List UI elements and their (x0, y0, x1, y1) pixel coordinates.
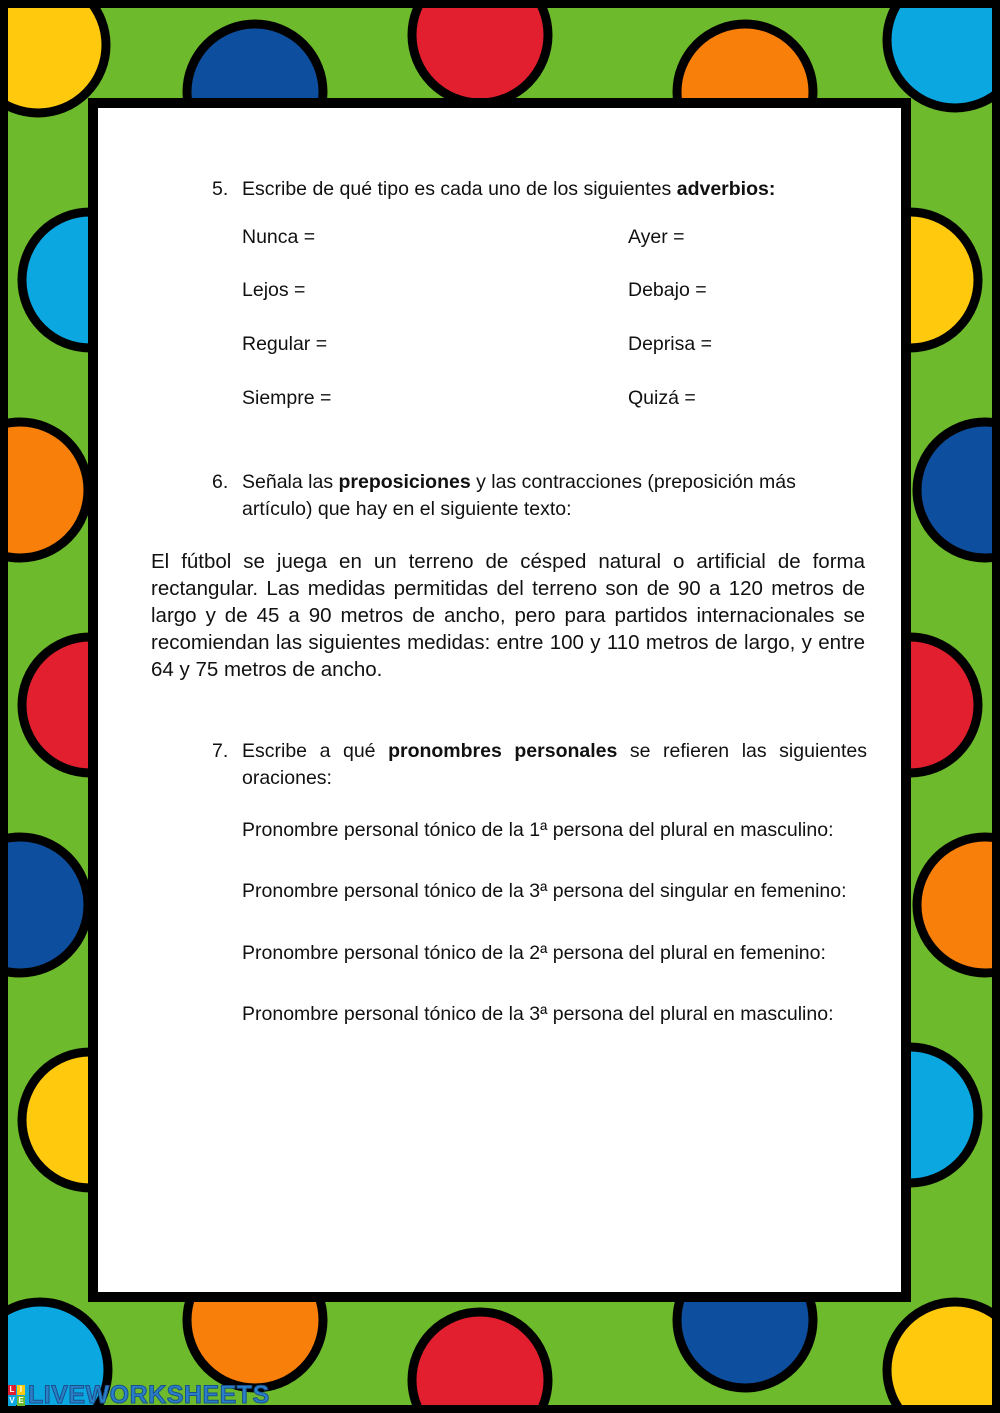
blue-dot (917, 422, 1000, 558)
adverb-item: Ayer = (628, 226, 685, 248)
adverb-item: Quizá = (628, 387, 696, 409)
liveworksheets-watermark (8, 1381, 270, 1409)
adverb-item: Debajo = (628, 279, 707, 301)
adverb-item: Lejos = (242, 279, 306, 301)
yellow-dot (0, 0, 106, 113)
worksheet-page (88, 98, 911, 1302)
question-number: 7. (212, 740, 229, 762)
question-5 (212, 176, 882, 203)
adverb-item: Siempre = (242, 387, 332, 409)
adverb-item: Deprisa = (628, 333, 712, 355)
question-number: 6. (212, 471, 229, 493)
logo-letter: I (17, 1385, 25, 1395)
yellow-dot (887, 1302, 1000, 1413)
question-text: Escribe de qué tipo es cada uno de los siguientes (242, 178, 677, 200)
pronoun-prompt: Pronombre personal tónico de la 2ª persona del plural en femenino: (242, 942, 826, 964)
pronoun-prompt: Pronombre personal tónico de la 3ª persona del plural en masculino: (242, 1003, 834, 1025)
adverb-item: Nunca = (242, 226, 316, 248)
pronoun-prompt: Pronombre personal tónico de la 3ª persona del singular en femenino: (242, 880, 847, 902)
question-text-end: se refieren las siguientes oraciones: (242, 740, 867, 789)
pronoun-prompt: Pronombre personal tónico de la 1ª persona del plural en masculino: (242, 819, 834, 841)
cyan-dot (887, 0, 1000, 108)
question-keyword: adverbios: (676, 178, 776, 200)
blue-dot (0, 837, 88, 973)
question-6 (212, 469, 867, 523)
orange-dot (917, 837, 1000, 973)
logo-letter: V (9, 1395, 15, 1405)
question-keyword: preposiciones (338, 471, 471, 493)
reading-passage: El fútbol se juega en un terreno de césped natural o artificial de forma rectangular. Las medidas permitidas del terreno son de 90 a 120 metros de largo y de 45 a 90 metros de ancho, pero para partidos internacionales se recomiendan las siguientes medidas: entre 100 y 110 metros de largo, y entre 64 y 75 metros de ancho. (151, 550, 865, 681)
question-text-end: y las contracciones (preposición más artículo) que hay en el siguiente texto: (242, 471, 796, 520)
red-dot (412, 0, 548, 103)
question-7 (212, 738, 867, 792)
question-number: 5. (212, 178, 229, 200)
red-dot (412, 1312, 548, 1413)
question-text: Escribe a qué (242, 740, 389, 762)
question-keyword: pronombres personales (388, 740, 618, 762)
logo-letter: E (18, 1395, 24, 1405)
adverb-item: Regular = (242, 333, 328, 355)
question-text: Señala las (242, 471, 339, 493)
watermark-text: LIVEWORKSHEETS (28, 1380, 270, 1409)
liveworksheets-logo (8, 1385, 25, 1406)
orange-dot (0, 422, 88, 558)
logo-letter: L (9, 1384, 15, 1394)
